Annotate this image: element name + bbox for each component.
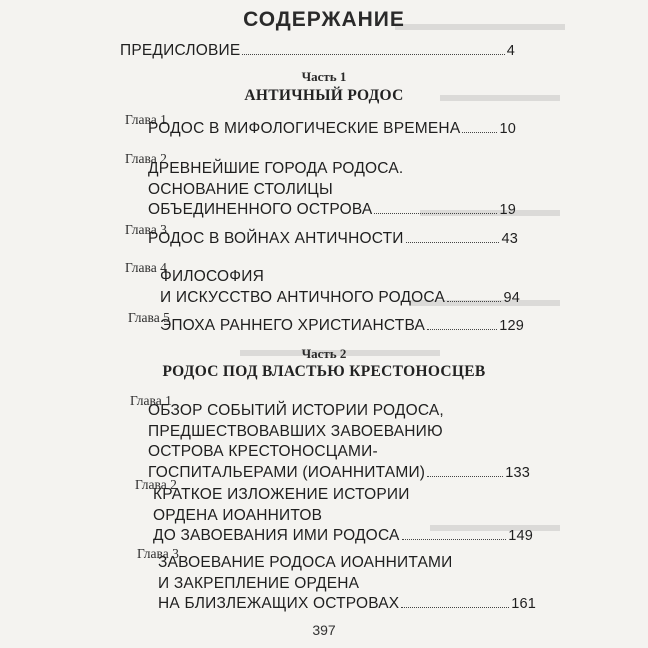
toc-page-number: 133 <box>505 464 530 481</box>
chapter-label: Глава 2 <box>125 151 167 166</box>
toc-page-number: 43 <box>501 231 518 247</box>
chapter-label: Глава 5 <box>128 310 170 325</box>
part-label: Часть 1 <box>301 69 347 84</box>
chapter-label: Глава 3 <box>137 546 179 561</box>
chapter-label: Глава 1 <box>125 112 167 127</box>
dot-leader <box>406 242 500 243</box>
toc-entry: ДРЕВНЕЙШИЕ ГОРОДА РОДОСА. ОСНОВАНИЕ СТОЛИЦЫ ОБЪЕДИНЕННОГО ОСТРОВА 19 <box>148 159 516 221</box>
toc-entry-title: ПРЕДИСЛОВИЕ <box>120 42 241 59</box>
dot-leader <box>427 329 497 330</box>
toc-page-number: 161 <box>511 596 536 612</box>
toc-entry: РОДОС В МИФОЛОГИЧЕСКИЕ ВРЕМЕНА 10 <box>148 119 516 140</box>
chapter-label: Глава 3 <box>125 222 167 237</box>
dot-leader <box>242 54 504 55</box>
toc-entry: ЗАВОЕВАНИЕ РОДОСА ИОАННИТАМИ И ЗАКРЕПЛЕНИЕ ОРДЕНА НА БЛИЗЛЕЖАЩИХ ОСТРОВАХ 161 <box>158 553 536 615</box>
dot-leader <box>427 476 503 477</box>
dot-leader <box>402 539 507 540</box>
toc-page-number: 129 <box>499 318 524 334</box>
toc-page-number: 10 <box>499 121 516 137</box>
toc-page-number: 19 <box>499 202 516 218</box>
page-title: СОДЕРЖАНИЕ <box>243 8 405 31</box>
part-title: РОДОС ПОД ВЛАСТЬЮ КРЕСТОНОСЦЕВ <box>162 363 486 380</box>
dot-leader <box>401 607 509 608</box>
dot-leader <box>447 301 501 302</box>
toc-page-number: 4 <box>506 43 515 59</box>
toc-entry-preface <box>120 41 515 62</box>
toc-entry: ОБЗОР СОБЫТИЙ ИСТОРИИ РОДОСА, ПРЕДШЕСТВОВАВШИХ ЗАВОЕВАНИЮ ОСТРОВА КРЕСТОНОСЦАМИ- ГОСПИТАЛЬЕРАМИ (ИОАННИТАМИ) 133 <box>148 401 530 483</box>
chapter-label: Глава 1 <box>130 393 172 408</box>
toc-entry: ФИЛОСОФИЯ И ИСКУССТВО АНТИЧНОГО РОДОСА 94 <box>160 267 520 308</box>
toc-entry: ЭПОХА РАННЕГО ХРИСТИАНСТВА 129 <box>160 316 524 337</box>
toc-entry: КРАТКОЕ ИЗЛОЖЕНИЕ ИСТОРИИ ОРДЕНА ИОАННИТОВ ДО ЗАВОЕВАНИЯ ИМИ РОДОСА 149 <box>153 485 533 547</box>
chapter-label: Глава 2 <box>135 477 177 492</box>
chapter-label: Глава 4 <box>125 260 167 275</box>
dot-leader <box>374 213 497 214</box>
part-title: АНТИЧНЫЙ РОДОС <box>244 87 404 104</box>
page-number: 397 <box>312 622 336 638</box>
toc-page-number: 94 <box>503 289 520 306</box>
toc-entry: РОДОС В ВОЙНАХ АНТИЧНОСТИ 43 <box>148 229 518 250</box>
dot-leader <box>462 132 497 133</box>
part-label: Часть 2 <box>301 346 347 361</box>
toc-page-number: 149 <box>508 528 533 544</box>
